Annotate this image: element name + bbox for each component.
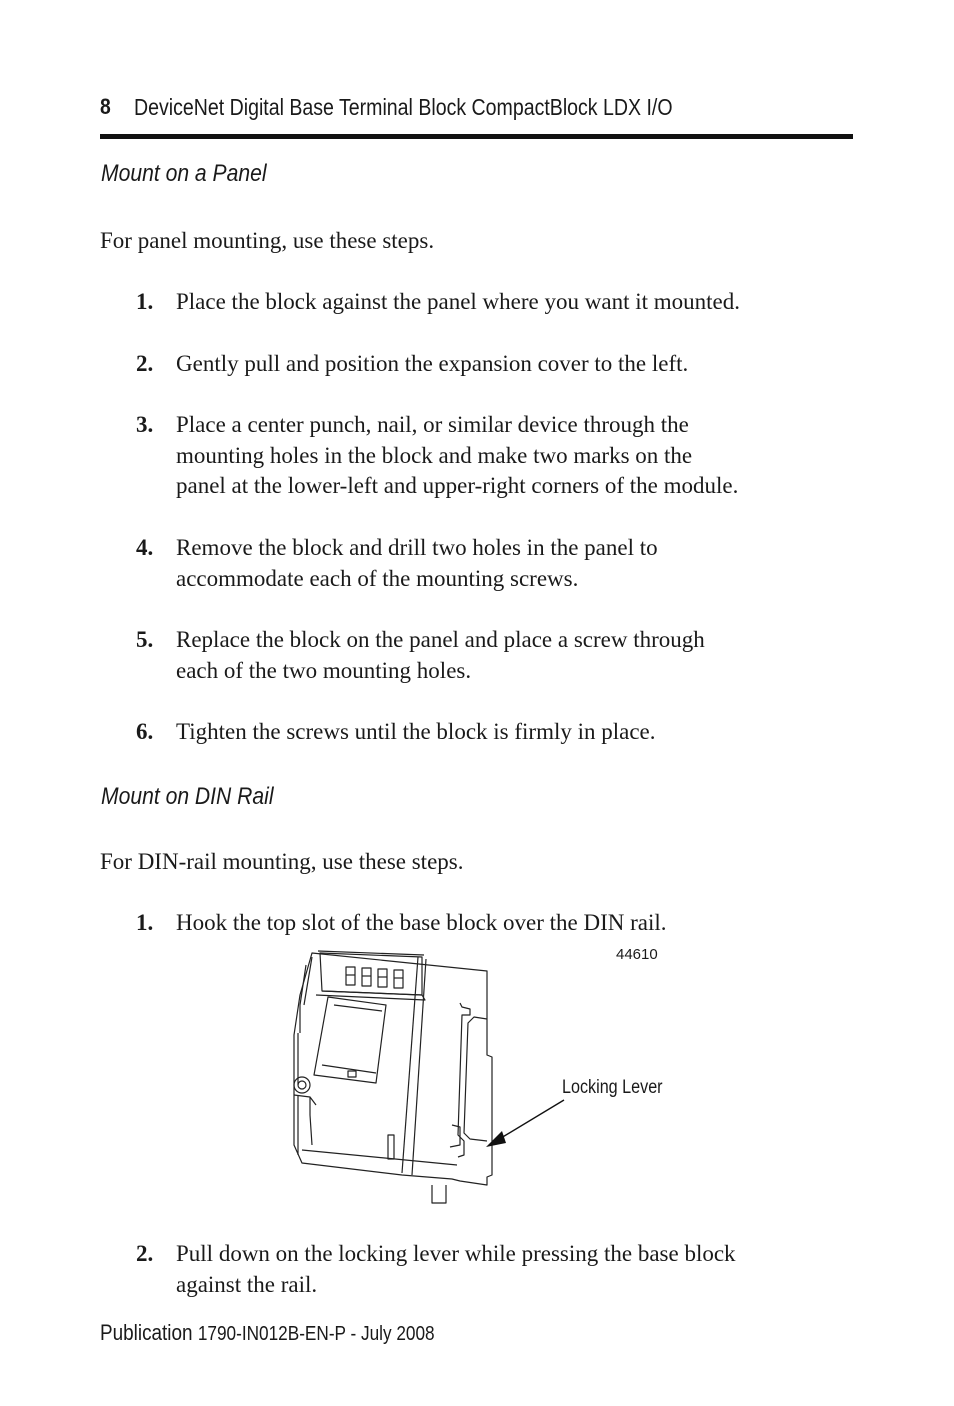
- step-text: Place a center punch, nail, or similar device through the mounting holes in the block and make two marks on the panel at the lower-left and upper-right corners of the module.: [176, 412, 739, 499]
- step-number: 4.: [136, 535, 154, 560]
- publication-number: 1790-IN012B-EN-P - July 2008: [197, 1323, 435, 1345]
- section-intro-din-rail: For DIN-rail mounting, use these steps.: [100, 849, 464, 874]
- step-text: Remove the block and drill two holes in the panel to accommodate each of the mounting screws.: [176, 535, 658, 591]
- locking-lever-callout: Locking Lever: [562, 1077, 663, 1098]
- publication-footer: [100, 1320, 435, 1346]
- step-text: Tighten the screws until the block is firmly in place.: [176, 719, 656, 744]
- footer-label: Publication: [100, 1320, 193, 1345]
- section-intro-panel: For panel mounting, use these steps.: [100, 228, 435, 253]
- document-title: DeviceNet Digital Base Terminal Block CompactBlock LDX I/O: [134, 94, 673, 120]
- step-text: Hook the top slot of the base block over the DIN rail.: [176, 910, 667, 935]
- step-number: 2.: [136, 351, 154, 376]
- step-number: 1.: [136, 289, 154, 314]
- section-title-panel: Mount on a Panel: [101, 160, 267, 187]
- header-rule: [100, 134, 853, 139]
- base-block-illustration: [282, 945, 682, 1207]
- step-text: Replace the block on the panel and place a screw through each of the two mounting holes.: [176, 627, 705, 683]
- step-text: Pull down on the locking lever while pressing the base block against the rail.: [176, 1241, 736, 1297]
- section-title-din-rail: Mount on DIN Rail: [101, 783, 274, 810]
- step-number: 3.: [136, 412, 154, 437]
- step-number: 6.: [136, 719, 154, 744]
- page-header: [100, 94, 860, 124]
- step-number: 1.: [136, 910, 154, 935]
- figure-id: 44610: [616, 946, 658, 963]
- step-text: Gently pull and position the expansion cover to the left.: [176, 351, 689, 376]
- step-number: 5.: [136, 627, 154, 652]
- din-rail-figure: [282, 945, 682, 1207]
- step-number: 2.: [136, 1241, 154, 1266]
- page-number: 8: [100, 94, 111, 119]
- step-text: Place the block against the panel where you want it mounted.: [176, 289, 740, 314]
